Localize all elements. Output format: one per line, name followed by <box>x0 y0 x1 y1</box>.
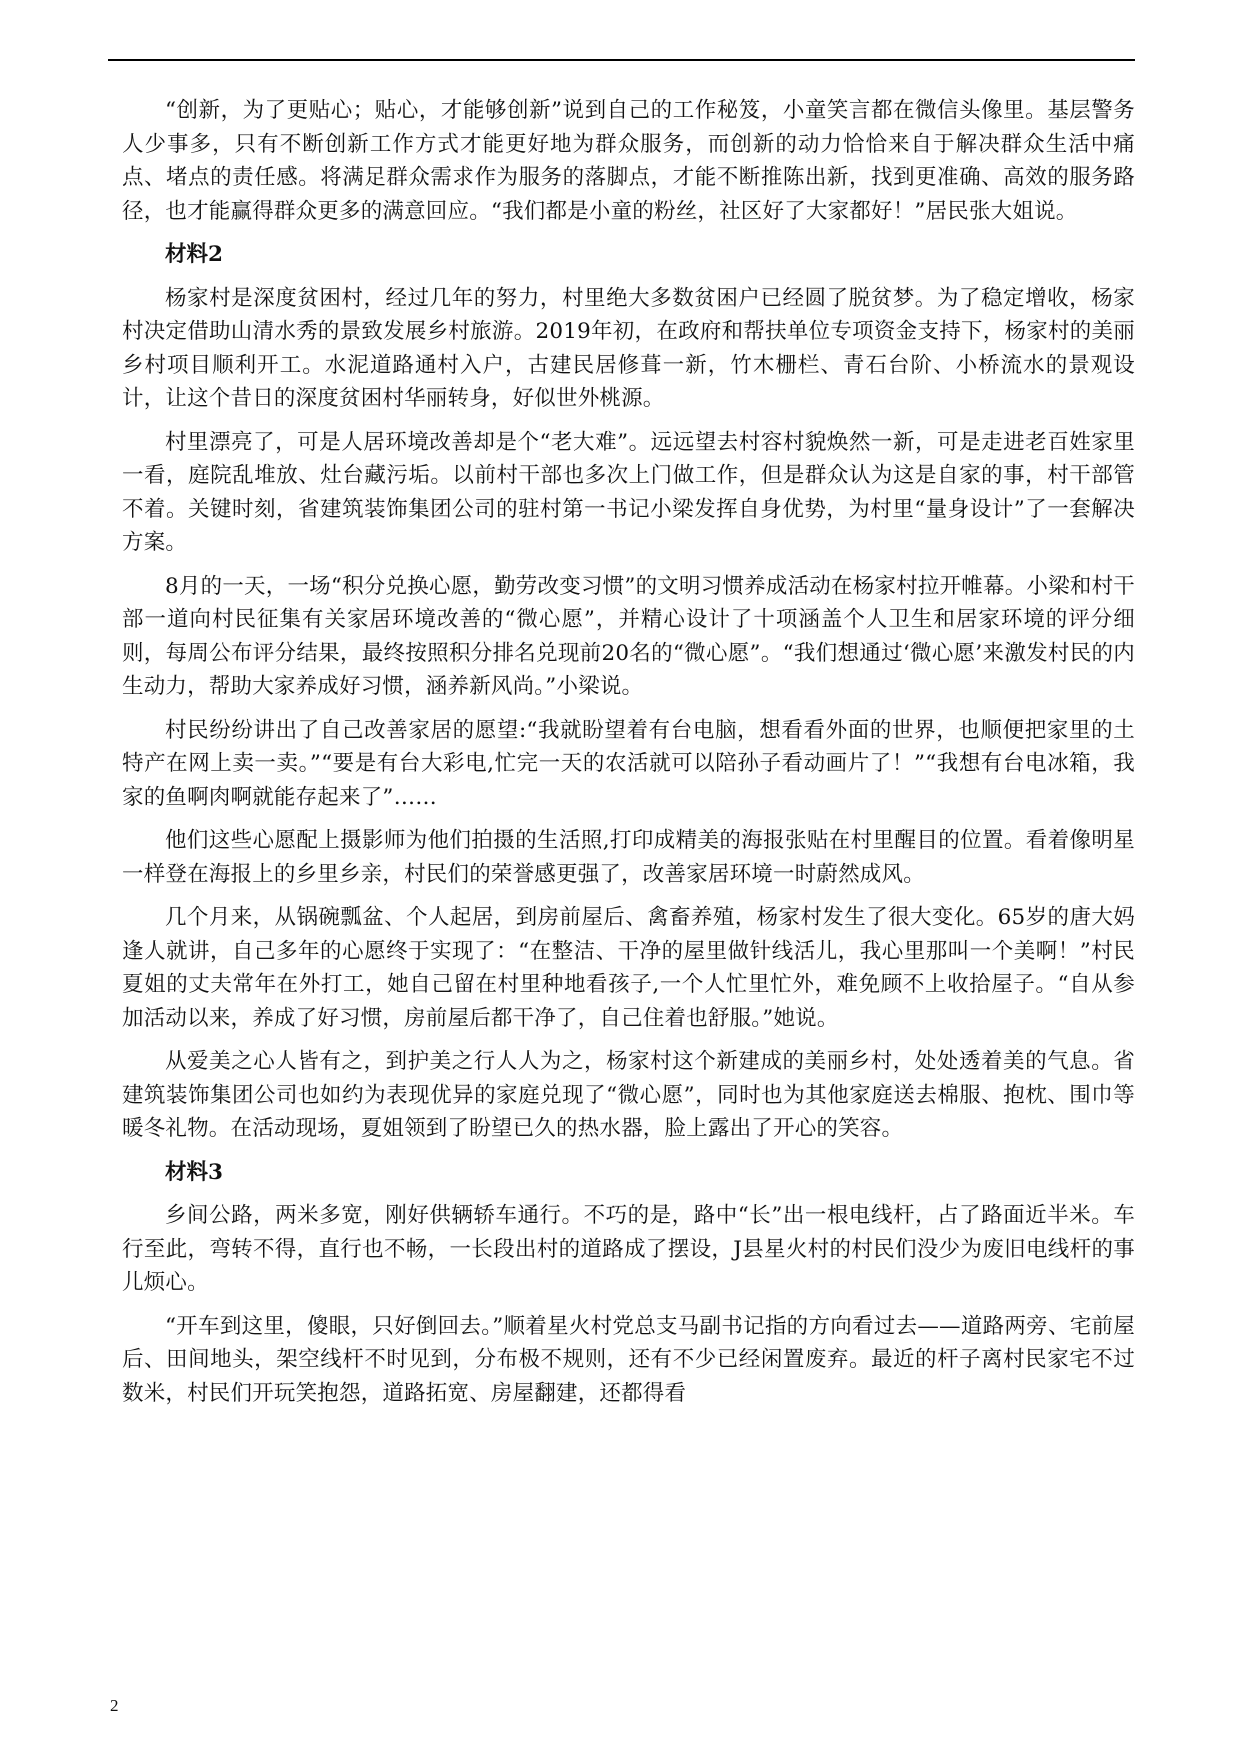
paragraph: 乡间公路，两米多宽，刚好供辆轿车通行。不巧的是，路中“长”出一根电线杆，占了路面近半米。车行至此，弯转不得，直行也不畅，一长段出村的道路成了摆设，J县星火村的村民们没少为废旧电线杆的事儿烦心。 <box>122 1203 1135 1295</box>
paragraph: 他们这些心愿配上摄影师为他们拍摄的生活照,打印成精美的海报张贴在村里醒目的位置。看着像明星一样登在海报上的乡里乡亲，村民们的荣誉感更强了，改善家居环境一时蔚然成风。 <box>122 828 1135 887</box>
paragraph: 村民纷纷讲出了自己改善家居的愿望:“我就盼望着有台电脑，想看看外面的世界，也顺便把家里的土特产在网上卖一卖。”“要是有台大彩电,忙完一天的农活就可以陪孙子看动画片了！”“我想有台电冰箱，我家的鱼啊肉啊就能存起来了”…… <box>122 717 1135 810</box>
paragraph: 杨家村是深度贫困村，经过几年的努力，村里绝大多数贫困户已经圆了脱贫梦。为了稳定增收，杨家村决定借助山清水秀的景致发展乡村旅游。2019年初，在政府和帮扶单位专项资金支持下，杨家村的美丽乡村项目顺利开工。水泥道路通村入户，古建民居修葺一新，竹木栅栏、青石台阶、小桥流水的景观设计，让这个昔日的深度贫困村华丽转身，好似世外桃源。 <box>122 285 1135 411</box>
document-body <box>122 94 1135 1420</box>
paragraph: 从爱美之心人皆有之，到护美之行人人为之，杨家村这个新建成的美丽乡村，处处透着美的气息。省建筑装饰集团公司也如约为表现优异的家庭兑现了“微心愿”，同时也为其他家庭送去棉服、抱枕、围巾等暖冬礼物。在活动现场，夏姐领到了盼望已久的热水器，脸上露出了开心的笑容。 <box>122 1049 1135 1141</box>
paragraph: 几个月来，从锅碗瓢盆、个人起居，到房前屋后、禽畜养殖，杨家村发生了很大变化。65岁的唐大妈逢人就讲，自己多年的心愿终于实现了：“在整洁、干净的屋里做针线活儿，我心里那叫一个美啊！”村民夏姐的丈夫常年在外打工，她自己留在村里种地看孩子,一个人忙里忙外，难免顾不上收拾屋子。“自从参加活动以来，养成了好习惯，房前屋后都干净了，自己住着也舒服。”她说。 <box>122 905 1135 1031</box>
paragraph: 村里漂亮了，可是人居环境改善却是个“老大难”。远远望去村容村貌焕然一新，可是走进老百姓家里一看，庭院乱堆放、灶台藏污垢。以前村干部也多次上门做工作，但是群众认为这是自家的事，村干部管不着。关键时刻，省建筑装饰集团公司的驻村第一书记小梁发挥自身优势，为村里“量身设计”了一套解决方案。 <box>122 429 1135 555</box>
header-rule <box>108 59 1135 61</box>
paragraph: “创新，为了更贴心；贴心，才能够创新”说到自己的工作秘笈，小童笑言都在微信头像里。基层警务人少事多，只有不断创新工作方式才能更好地为群众服务，而创新的动力恰恰来自于解决群众生活中痛点、堵点的责任感。将满足群众需求作为服务的落脚点，才能不断推陈出新，找到更准确、高效的服务路径，也才能赢得群众更多的满意回应。“我们都是小童的粉丝，社区好了大家都好！”居民张大姐说。 <box>122 98 1135 224</box>
page-number: 2 <box>110 1696 119 1715</box>
paragraph: 8月的一天，一场“积分兑换心愿，勤劳改变习惯”的文明习惯养成活动在杨家村拉开帷幕。小梁和村干部一道向村民征集有关家居环境改善的“微心愿”，并精心设计了十项涵盖个人卫生和居家环境的评分细则，每周公布评分结果，最终按照积分排名兑现前20名的“微心愿”。“我们想通过‘微心愿’来激发村民的内生动力，帮助大家养成好习惯，涵养新风尚。”小梁说。 <box>122 573 1135 699</box>
paragraph: “开车到这里，傻眼，只好倒回去。”顺着星火村党总支马副书记指的方向看过去——道路两旁、宅前屋后、田间地头，架空线杆不时见到，分布极不规则，还有不少已经闲置废弃。最近的杆子离村民家宅不过数米，村民们开玩笑抱怨，道路拓宽、房屋翻建，还都得看 <box>122 1313 1135 1406</box>
section-heading: 材料2 <box>165 242 223 267</box>
section-heading: 材料3 <box>165 1159 223 1185</box>
